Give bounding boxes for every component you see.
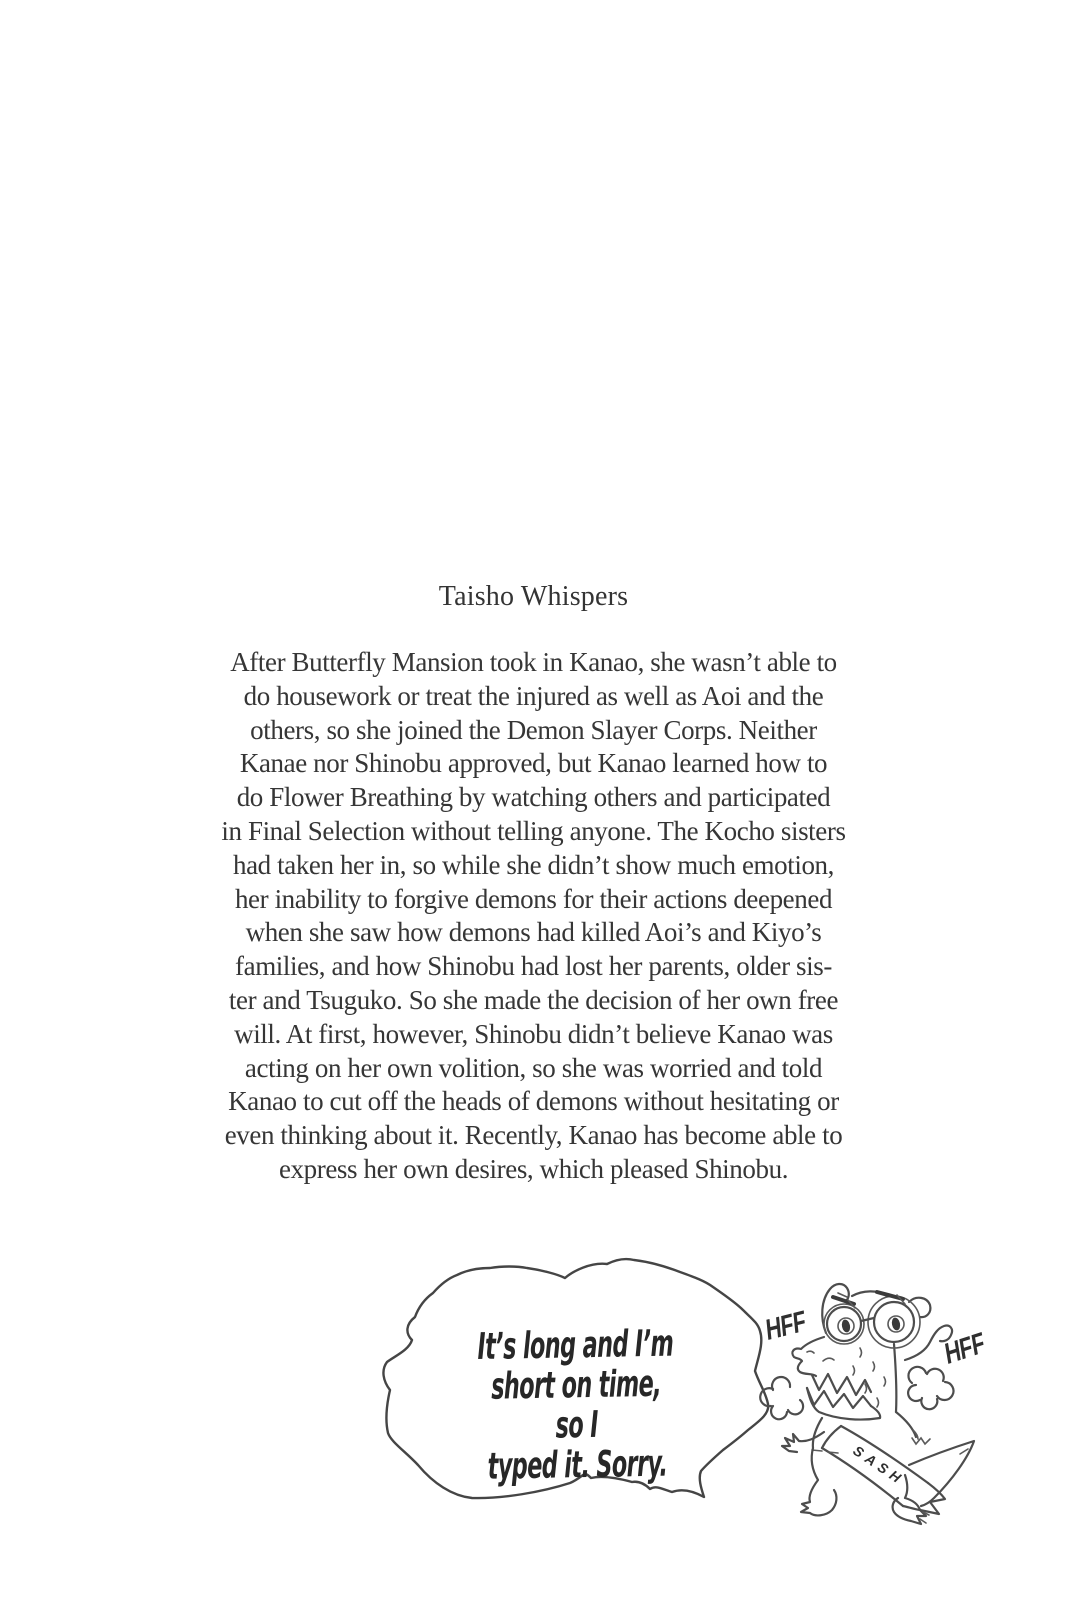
profile-line: had taken her in, so while she didn’t show much emotion,: [233, 849, 834, 880]
profile-line: will. At first, however, Shinobu didn’t believe Kanao was: [234, 1018, 833, 1049]
croc-sash: [822, 1426, 945, 1514]
profile-line: express her own desires, which pleased Shinobu.: [278, 1153, 789, 1184]
croc-upper-teeth: [812, 1374, 871, 1395]
croc-snout: [792, 1337, 824, 1376]
profile-line: Kanao to cut off the heads of demons without hesitating or: [228, 1086, 839, 1117]
bubble-line: typed it. Sorry.: [487, 1442, 668, 1489]
profile-line: families, and how Shinobu had lost her parents, older sis-: [235, 951, 832, 982]
profile-line: even thinking about it. Recently, Kanao has become able to: [224, 1120, 843, 1151]
profile-paragraph: [0, 646, 1067, 1187]
crocodile-mascot: [760, 1284, 990, 1524]
bubble-line: It’s long and I’m: [477, 1322, 674, 1369]
profile-line: others, so she joined the Demon Slayer Corps. Neither: [250, 714, 817, 745]
croc-torso: [813, 1412, 916, 1448]
profile-line: in Final Selection without telling anyone. The Kocho sisters: [221, 815, 846, 846]
croc-tail-detail: [960, 1449, 968, 1454]
profile-line: ter and Tsuguko. So she made the decision of her own free: [228, 984, 839, 1015]
profile-line: Kanae nor Shinobu approved, but Kanao learned how to: [239, 748, 828, 779]
breath-sound-right: HFF: [940, 1327, 989, 1371]
profile-line: After Butterfly Mansion took in Kanao, she wasn’t able to: [230, 647, 837, 677]
profile-line: do housework or treat the injured as well as Aoi and the: [243, 680, 824, 711]
croc-right-hand: [912, 1430, 930, 1444]
profile-line: when she saw how demons had killed Aoi’s and Kiyo’s: [245, 917, 822, 948]
breath-puff-right: [908, 1367, 953, 1409]
bubble-line: short on time, so I: [490, 1362, 662, 1448]
speech-bubble-text: [476, 1324, 677, 1487]
sash-label: SASH: [850, 1442, 909, 1489]
croc-sweat-drops: [853, 1348, 886, 1407]
croc-face-edge: [894, 1344, 896, 1412]
croc-cheek-squiggle: [823, 1358, 834, 1361]
profile-line: her inability to forgive demons for their actions deepened: [234, 883, 833, 914]
profile-line: do Flower Breathing by watching others and participated: [236, 782, 831, 813]
croc-nostril: [807, 1351, 814, 1353]
croc-left-leg: [801, 1448, 836, 1515]
author-note-sketch: [360, 1240, 1005, 1570]
breath-sound-left: HFF: [762, 1306, 809, 1347]
croc-left-arm: [782, 1432, 824, 1452]
profile-line: acting on her own volition, so she was worried and told: [244, 1052, 823, 1083]
author-note-illustration: [360, 1240, 1005, 1570]
page-title: Taisho Whispers: [438, 581, 629, 612]
